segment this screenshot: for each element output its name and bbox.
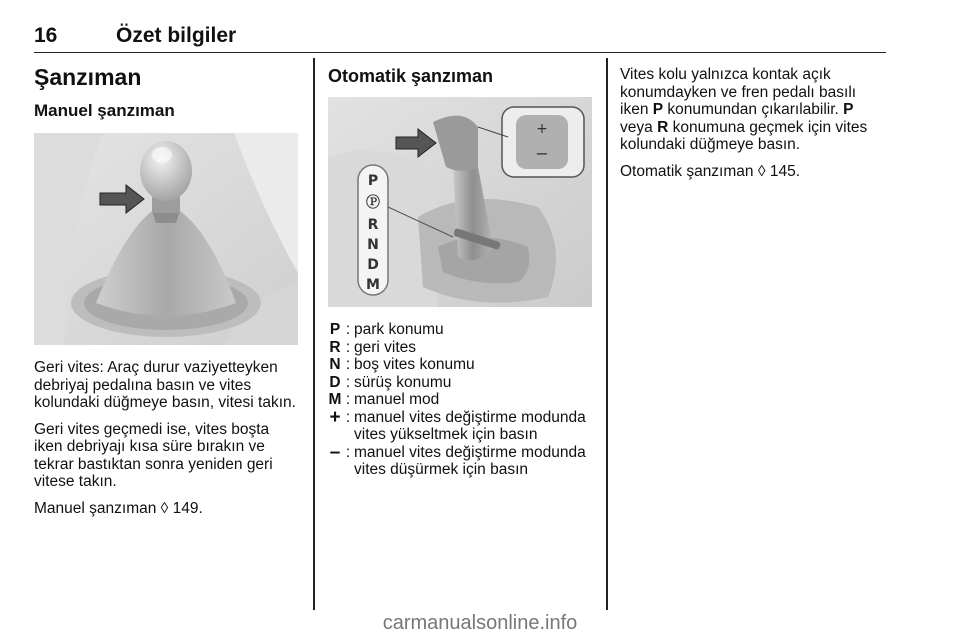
page-reference-icon: ◊ [160,499,169,517]
cross-reference[interactable] [34,500,300,518]
legend-item: M : manuel mod [328,391,440,408]
reference-page: 149. [172,499,203,517]
reference-text: Manuel şanzıman [34,499,157,517]
section-title: Özet bilgiler [116,24,237,47]
cross-reference[interactable] [620,163,888,181]
gear-letter-r: R [367,217,379,233]
gear-letter-p: P [367,173,379,189]
legend-item: R : geri vites [329,338,417,356]
paragraph: Geri vites: Araç durur vaziyetteyken debriyaj pedalına basın ve vites kolundaki düğmeye basın, vitesi takın. [34,359,296,411]
column-manual-transmission [34,58,300,526]
svg-text:+: + [536,121,548,137]
legend-item: D : sürüş konumu [329,373,452,391]
paragraph: Vites kolu yalnızca kontak açık konumdayken ve fren pedalı basılı iken P konumundan çıkarılabilir. P veya R konumuna geçmek için vites kolundaki düğmeye basın. [620,66,868,153]
column-divider [313,58,315,610]
section-heading: Şanzıman [34,64,142,90]
legend-item: – : manuel vites değiştirme modunda vites düşürmek için basın [329,441,586,478]
reference-text: Otomatik şanzıman [620,162,754,180]
plus-icon: + [329,406,341,428]
minus-icon: – [329,441,341,463]
legend-item: P : park konumu [329,321,444,338]
gear-letter-park-lock: Ⓟ [366,195,380,211]
gear-legend [328,321,598,479]
subsection-heading: Manuel şanzıman [34,101,175,120]
page-reference-icon: ◊ [757,162,766,180]
page-header [34,22,886,53]
column-divider [606,58,608,610]
column-notes [620,58,888,189]
gear-letter-n: N [367,237,379,253]
gear-letter-m: M [366,277,380,293]
column-automatic-transmission [328,58,598,479]
subsection-heading: Otomatik şanzıman [328,66,494,86]
automatic-gear-selector-illustration [328,97,592,307]
legend-item: N : boş vites konumu [329,356,475,373]
svg-text:−: − [535,144,549,163]
manual-gear-shifter-illustration [34,133,298,345]
watermark: carmanualsonline.info [382,612,578,634]
paragraph: Geri vites geçmedi ise, vites boşta iken debriyajı kısa süre bırakın ve tekrar bastıktan sonra yeniden geri vitese takın. [34,420,273,490]
gear-letter-d: D [367,257,379,273]
page-number: 16 [34,24,58,47]
reference-page: 145. [769,162,800,180]
legend-item: + : manuel vites değiştirme modunda vites yükseltmek için basın [329,406,586,443]
